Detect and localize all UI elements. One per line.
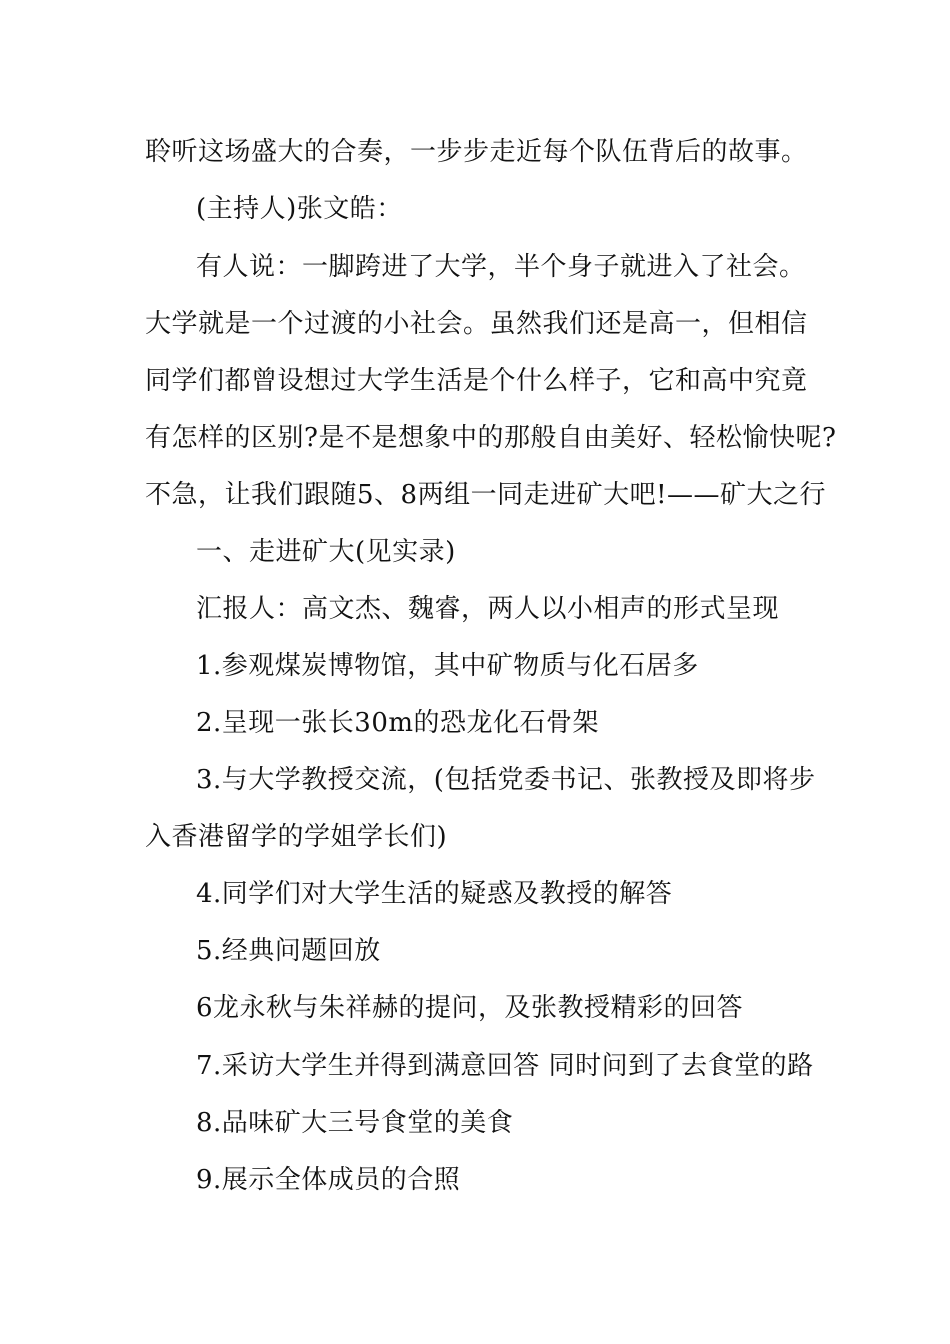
host-label: (主持人)张文皓： — [196, 194, 403, 224]
paragraph-line: 不急，让我们跟随5、8两组一同走进矿大吧!——矿大之行 — [145, 480, 827, 510]
paragraph-line: 同学们都曾设想过大学生活是个什么样子，它和高中究竟 — [145, 366, 808, 396]
list-item: 1.参观煤炭博物馆，其中矿物质与化石居多 — [196, 651, 699, 681]
list-item: 5.经典问题回放 — [196, 936, 381, 966]
paragraph-line: 大学就是一个过渡的小社会。虽然我们还是高一，但相信 — [145, 309, 808, 339]
list-item: 2.呈现一张长30m的恐龙化石骨架 — [196, 708, 600, 738]
list-item: 4.同学们对大学生活的疑惑及教授的解答 — [196, 879, 673, 909]
paragraph-line: 有人说：一脚跨进了大学，半个身子就进入了社会。 — [196, 252, 806, 282]
list-item: 7.采访大学生并得到满意回答 同时问到了去食堂的路 — [196, 1051, 814, 1081]
list-item: 9.展示全体成员的合照 — [196, 1165, 461, 1195]
paragraph-line: 聆听这场盛大的合奏，一步步走近每个队伍背后的故事。 — [145, 137, 808, 167]
list-item-continuation: 入香港留学的学姐学长们) — [145, 822, 448, 852]
reporter-line: 汇报人：高文杰、魏睿，两人以小相声的形式呈现 — [196, 594, 780, 624]
list-item: 3.与大学教授交流，(包括党委书记、张教授及即将步 — [196, 765, 816, 795]
list-item: 6龙永秋与朱祥赫的提问，及张教授精彩的回答 — [196, 993, 744, 1023]
section-heading: 一、走进矿大(见实录) — [196, 537, 456, 567]
list-item: 8.品味矿大三号食堂的美食 — [196, 1108, 514, 1138]
paragraph-line: 有怎样的区别?是不是想象中的那般自由美好、轻松愉快呢? — [145, 423, 837, 453]
